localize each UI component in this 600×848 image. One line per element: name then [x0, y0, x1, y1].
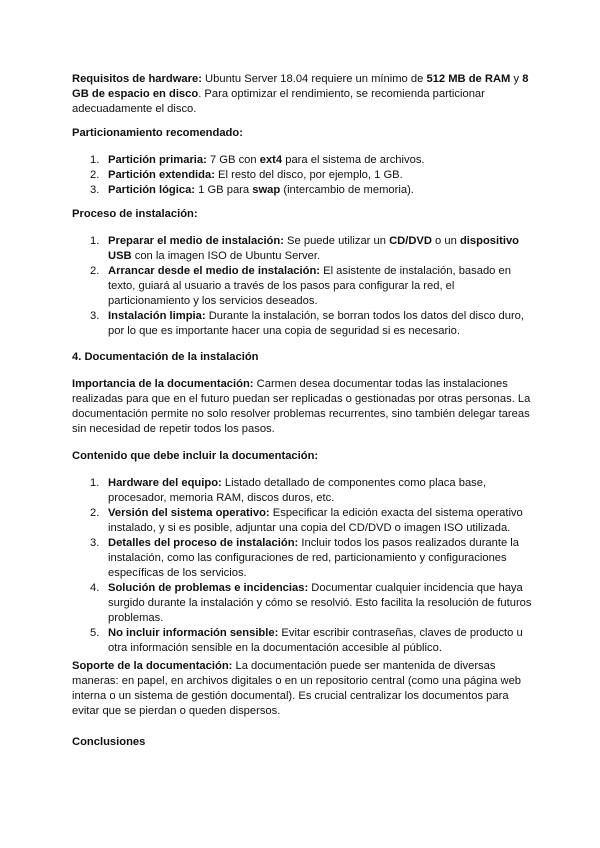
list-item	[72, 168, 534, 183]
text: 7 GB con	[206, 154, 260, 166]
list-number: 3.	[90, 537, 100, 549]
list-number: 4.	[90, 582, 100, 594]
list-item	[72, 309, 534, 339]
list-number: 2.	[90, 507, 100, 519]
list-item	[72, 506, 534, 536]
section-heading	[72, 126, 534, 141]
bold-text: 8 GB de espacio en disco	[72, 73, 529, 100]
paragraph	[72, 377, 534, 437]
section-heading	[72, 350, 534, 365]
text: Especificar la edición exacta del sistema operativo instalado, y si es posible, adjuntar una copia del CD/DVD o imagen ISO utilizada.	[108, 507, 523, 534]
bold-text: Particionamiento recomendado:	[72, 127, 243, 139]
section-heading	[72, 207, 534, 222]
bold-text: No incluir información sensible:	[108, 627, 279, 639]
list-item	[72, 264, 534, 309]
list-number: 1.	[90, 154, 100, 166]
bold-text: CD/DVD	[389, 235, 432, 247]
text: La documentación puede ser mantenida de diversas maneras: en papel, en archivos digitales o en un repositorio central (como una página web interna o un sistema de gestión documental). Es crucial centralizar los documentos para evitar que se pierdan o queden dispersos.	[72, 660, 522, 717]
list-item	[72, 626, 534, 656]
text: con la imagen ISO de Ubuntu Server.	[131, 250, 321, 262]
text: 1 GB para	[195, 184, 253, 196]
bold-text: ext4	[259, 154, 283, 166]
list-number: 2.	[90, 265, 100, 277]
numbered-list	[72, 153, 534, 198]
bold-text: Hardware del equipo:	[108, 477, 222, 489]
section-heading	[72, 735, 534, 750]
bold-text: Partición primaria:	[108, 154, 207, 166]
list-item	[72, 183, 534, 198]
text: Incluir todos los pasos realizados durante la instalación, como las configuraciones de red, particionamiento y configuraciones específicas de los servicios.	[108, 537, 520, 579]
bold-text: Versión del sistema operativo:	[108, 507, 270, 519]
bold-text: Detalles del proceso de instalación:	[108, 537, 299, 549]
text: para el sistema de archivos.	[282, 154, 425, 166]
text: El asistente de instalación, basado en texto, guiará al usuario a través de los pasos para configurar la red, el particionamiento y los servicios deseados.	[108, 265, 511, 307]
text: Carmen desea documentar todas las instalaciones realizadas para que en el futuro puedan ser replicadas o gestionadas por otras personas. La documentación permite no solo resolver problemas recurrentes, sino también delegar tareas sin necesidad de repetir todos los pasos.	[72, 378, 531, 435]
bold-text: Partición extendida:	[108, 169, 215, 181]
list-number: 3.	[90, 184, 100, 196]
text: Evitar escribir contraseñas, claves de producto u otra información sensible en la documentación accesible al público.	[108, 627, 523, 654]
bold-text: Solución de problemas e incidencias:	[108, 582, 309, 594]
bold-text: dispositivo USB	[108, 235, 520, 262]
text: o un	[431, 235, 460, 247]
bold-text: 4. Documentación de la instalación	[72, 351, 259, 363]
list-item	[72, 536, 534, 581]
text: Se puede utilizar un	[283, 235, 390, 247]
bold-text: Requisitos de hardware:	[72, 73, 202, 85]
numbered-list	[72, 476, 534, 656]
bold-text: Conclusiones	[72, 736, 146, 748]
text: (intercambio de memoria).	[280, 184, 414, 196]
bold-text: Partición lógica:	[108, 184, 196, 196]
list-number: 5.	[90, 627, 100, 639]
paragraph	[72, 72, 534, 117]
text: Ubuntu Server 18.04 requiere un mínimo de	[201, 73, 427, 85]
bold-text: 512 MB de RAM	[426, 73, 511, 85]
bold-text: Importancia de la documentación:	[72, 378, 254, 390]
list-item	[72, 153, 534, 168]
bold-text: Proceso de instalación:	[72, 208, 198, 220]
numbered-list	[72, 234, 534, 339]
text: y	[510, 73, 523, 85]
list-item	[72, 234, 534, 264]
list-number: 1.	[90, 477, 100, 489]
text: . Para optimizar el rendimiento, se recomienda particionar adecuadamente el disco.	[72, 88, 485, 115]
list-number: 3.	[90, 310, 100, 322]
text: Listado detallado de componentes como placa base, procesador, memoria RAM, discos duros, etc.	[108, 477, 487, 504]
list-number: 2.	[90, 169, 100, 181]
section-heading	[72, 449, 534, 464]
bold-text: Contenido que debe incluir la documentación:	[72, 450, 319, 462]
bold-text: Instalación limpia:	[108, 310, 206, 322]
text: El resto del disco, por ejemplo, 1 GB.	[214, 169, 403, 181]
bold-text: Arrancar desde el medio de instalación:	[108, 265, 321, 277]
list-number: 1.	[90, 235, 100, 247]
bold-text: Preparar el medio de instalación:	[108, 235, 284, 247]
paragraph	[72, 659, 534, 719]
bold-text: swap	[252, 184, 281, 196]
text: Durante la instalación, se borran todos los datos del disco duro, por lo que es importante hacer una copia de seguridad si es necesario.	[108, 310, 525, 337]
list-item	[72, 476, 534, 506]
bold-text: Soporte de la documentación:	[72, 660, 233, 672]
list-item	[72, 581, 534, 626]
text: Documentar cualquier incidencia que haya surgido durante la instalación y cómo se resolvió. Esto facilita la resolución de futuros problemas.	[108, 582, 532, 624]
